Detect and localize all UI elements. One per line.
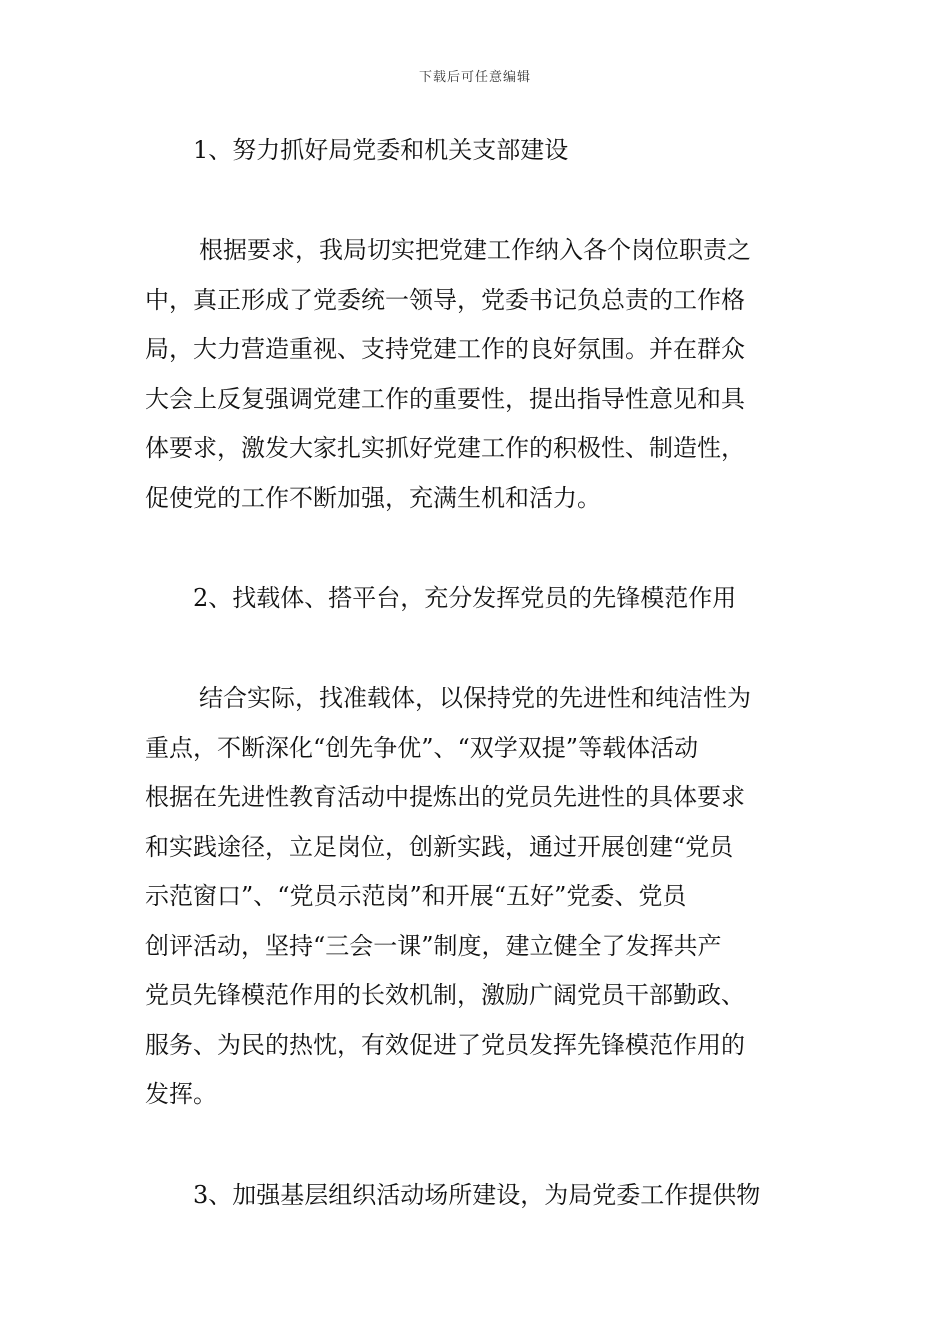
paragraph-line: 局，大力营造重视、支持党建工作的良好氛围。并在群众 bbox=[145, 335, 745, 363]
paragraph-line: 服务、为民的热忱，有效促进了党员发挥先锋模范作用的 bbox=[145, 1030, 745, 1059]
page-header-note: 下载后可任意编辑 bbox=[418, 70, 531, 85]
paragraph-line: 结合实际，找准载体，以保持党的先进性和纯洁性为 bbox=[199, 684, 751, 712]
paragraph-line: 和实践途径，立足岗位，创新实践，通过开展创建“党员 bbox=[145, 832, 734, 861]
paragraph-line: 重点，不断深化“创先争优”、“双学双提”等载体活动 bbox=[145, 733, 699, 762]
paragraph-line: 体要求，激发大家扎实抓好党建工作的积极性、制造性， bbox=[145, 434, 745, 462]
paragraph-line: 根据要求，我局切实把党建工作纳入各个岗位职责之 bbox=[199, 236, 751, 264]
document-body bbox=[145, 126, 810, 1271]
paragraph-line: 示范窗口”、“党员示范岗”和开展“五好”党委、党员 bbox=[145, 882, 687, 910]
paragraph-line: 党员先锋模范作用的长效机制，激励广阔党员干部勤政、 bbox=[145, 981, 745, 1009]
paragraph-line: 中，真正形成了党委统一领导，党委书记负总责的工作格 bbox=[145, 285, 745, 314]
paragraph-line: 创评活动，坚持“三会一课”制度，建立健全了发挥共产 bbox=[145, 931, 722, 960]
section-heading-2: 2、找载体、搭平台，充分发挥党员的先锋模范作用 bbox=[193, 584, 737, 612]
section-heading-1: 1、努力抓好局党委和机关支部建设 bbox=[193, 136, 569, 164]
paragraph-line: 发挥。 bbox=[145, 1080, 217, 1108]
section-paragraph-2 bbox=[145, 674, 810, 1120]
paragraph-line: 促使党的工作不断加强，充满生机和活力。 bbox=[145, 483, 601, 512]
section-heading-3: 3、加强基层组织活动场所建设，为局党委工作提供物 bbox=[193, 1180, 761, 1209]
paragraph-line: 根据在先进性教育活动中提炼出的党员先进性的具体要求 bbox=[145, 783, 745, 811]
section-paragraph-1 bbox=[145, 226, 810, 523]
paragraph-line: 大会上反复强调党建工作的重要性，提出指导性意见和具 bbox=[145, 384, 745, 413]
